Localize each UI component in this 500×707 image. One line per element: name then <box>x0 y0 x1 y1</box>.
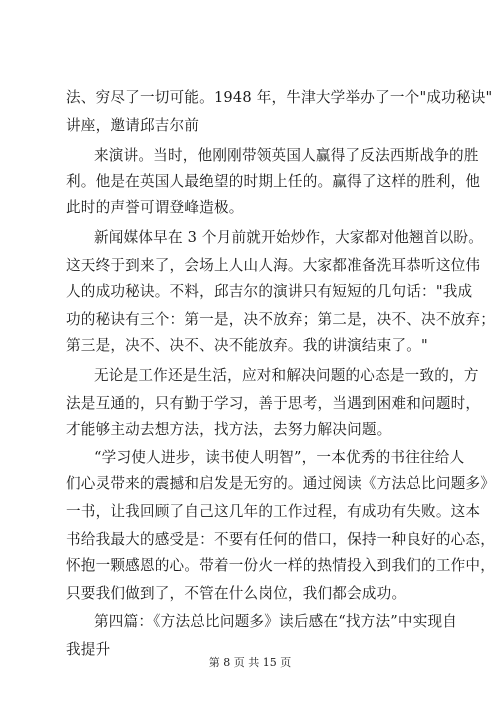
text-line: 法、穷尽了一切可能。1948 年，牛津大学举办了一个"成功秘诀" <box>66 89 493 106</box>
text-line: 新闻媒体早在 3 个月前就开始炒作，大家都对他翘首以盼。 <box>94 229 484 246</box>
page-number-footer: 第 8 页 共 15 页 <box>208 656 292 669</box>
text-line: 此时的声誉可谓登峰造极。 <box>66 199 244 216</box>
text-line: 利。他是在英国人最绝望的时期上任的。赢得了这样的胜利，他 <box>66 173 481 190</box>
text-line: 才能够主动去想方法，找方法，去努力解决问题。 <box>66 421 392 438</box>
text-line: “学习使人进步，读书使人明智”，一本优秀的书往往给人 <box>94 449 465 466</box>
text-line: 第三是，决不、决不、决不能放弃。我的讲演结束了。" <box>66 337 428 354</box>
text-line: 们心灵带来的震撼和启发是无穷的。通过阅读《方法总比问题多》 <box>66 475 496 492</box>
text-line: 来演讲。当时，他刚刚带领英国人赢得了反法西斯战争的胜 <box>94 147 479 164</box>
text-line: 人的成功秘诀。不料，邱吉尔的演讲只有短短的几句话："我成 <box>66 283 473 300</box>
text-line: 讲座，邀请邱吉尔前 <box>66 117 200 134</box>
text-line: 功的秘诀有三个：第一是，决不放弃；第二是，决不、决不放弃； <box>66 311 496 328</box>
text-line: 我提升 <box>66 641 111 658</box>
text-line: 法是互通的，只有勤于学习，善于思考，当遇到困难和问题时， <box>66 395 481 412</box>
text-line: 这天终于到来了，会场上人山人海。大家都准备洗耳恭听这位伟 <box>66 257 481 274</box>
text-line: 只要我们做到了，不管在什么岗位，我们都会成功。 <box>66 585 407 602</box>
text-line: 书给我最大的感受是：不要有任何的借口，保持一种良好的心态， <box>66 531 496 548</box>
text-line: 第四篇：《方法总比问题多》读后感在“找方法”中实现自 <box>94 613 458 630</box>
text-line: 一书，让我回顾了自己这几年的工作过程，有成功有失败。这本 <box>66 503 481 520</box>
text-line: 怀抱一颗感恩的心。带着一份火一样的热情投入到我们的工作中， <box>66 557 496 574</box>
text-line: 无论是工作还是生活，应对和解决问题的心态是一致的，方 <box>94 367 479 384</box>
